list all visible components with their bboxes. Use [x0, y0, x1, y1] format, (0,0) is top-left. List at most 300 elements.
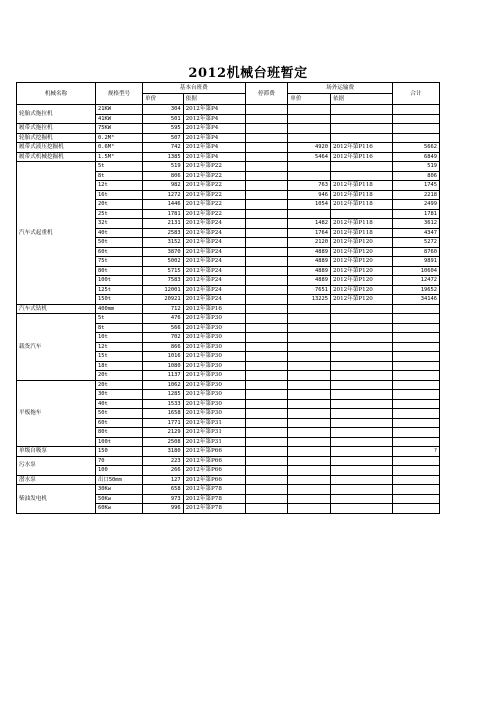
basis-cell: 2012年第P24: [183, 285, 245, 295]
transport-price-cell: [288, 418, 331, 428]
total-cell: [392, 456, 439, 466]
spec-cell: 60Kw: [96, 504, 143, 514]
price-cell: 20921: [143, 295, 184, 305]
price-cell: 1658: [143, 409, 184, 419]
stop-fee-cell: [245, 390, 288, 400]
transport-price-cell: [288, 485, 331, 495]
stop-fee-cell: [245, 342, 288, 352]
basis-cell: 2012年第P22: [183, 209, 245, 219]
total-cell: [392, 494, 439, 504]
basis-cell: 2012年第P4: [183, 152, 245, 162]
price-cell: 1080: [143, 361, 184, 371]
basis-cell: 2012年第P24: [183, 247, 245, 257]
table-row: [17, 314, 440, 324]
price-cell: 3152: [143, 238, 184, 248]
spec-cell: 8t: [96, 323, 143, 333]
price-cell: 1062: [143, 380, 184, 390]
total-cell: 10604: [392, 266, 439, 276]
total-cell: [392, 352, 439, 362]
transport-basis-cell: [330, 133, 392, 143]
transport-basis-cell: [330, 485, 392, 495]
price-cell: 1533: [143, 399, 184, 409]
transport-price-cell: [288, 456, 331, 466]
stop-fee-cell: [245, 247, 288, 257]
total-cell: [392, 380, 439, 390]
stop-fee-cell: [245, 257, 288, 267]
price-cell: 1385: [143, 152, 184, 162]
price-cell: 304: [143, 105, 184, 115]
basis-cell: 2012年第P4: [183, 133, 245, 143]
basis-cell: 2012年第P30: [183, 380, 245, 390]
table-row: [17, 105, 440, 115]
spec-cell: 5t: [96, 314, 143, 324]
spec-cell: 125t: [96, 285, 143, 295]
price-cell: 5715: [143, 266, 184, 276]
spec-cell: 1.5M³: [96, 152, 143, 162]
header-transport-fee: 场外运输费: [288, 83, 393, 94]
transport-price-cell: [288, 466, 331, 476]
transport-basis-cell: 2012年第P118: [330, 200, 392, 210]
total-cell: 8760: [392, 247, 439, 257]
transport-price-cell: [288, 342, 331, 352]
transport-price-cell: 4889: [288, 266, 331, 276]
transport-basis-cell: 2012年第P118: [330, 228, 392, 238]
transport-basis-cell: [330, 399, 392, 409]
stop-fee-cell: [245, 323, 288, 333]
basis-cell: 2012年第P22: [183, 200, 245, 210]
total-cell: [392, 475, 439, 485]
spec-cell: 30Kw: [96, 485, 143, 495]
spec-cell: 41KW: [96, 114, 143, 124]
total-cell: [392, 105, 439, 115]
spec-cell: 25t: [96, 209, 143, 219]
stop-fee-cell: [245, 124, 288, 134]
spec-cell: 15t: [96, 352, 143, 362]
transport-basis-cell: [330, 380, 392, 390]
stop-fee-cell: [245, 200, 288, 210]
table-row: [17, 143, 440, 153]
basis-cell: 2012年第P22: [183, 181, 245, 191]
stop-fee-cell: [245, 456, 288, 466]
transport-price-cell: 13225: [288, 295, 331, 305]
price-cell: 973: [143, 494, 184, 504]
total-cell: [392, 437, 439, 447]
stop-fee-cell: [245, 276, 288, 286]
transport-basis-cell: [330, 105, 392, 115]
transport-price-cell: [288, 209, 331, 219]
stop-fee-cell: [245, 494, 288, 504]
transport-basis-cell: [330, 447, 392, 457]
transport-basis-cell: [330, 504, 392, 514]
stop-fee-cell: [245, 418, 288, 428]
total-cell: 12472: [392, 276, 439, 286]
basis-cell: 2012年第P30: [183, 409, 245, 419]
transport-price-cell: [288, 333, 331, 343]
stop-fee-cell: [245, 447, 288, 457]
stop-fee-cell: [245, 352, 288, 362]
basis-cell: 2012年第P30: [183, 314, 245, 324]
transport-basis-cell: [330, 428, 392, 438]
total-cell: [392, 114, 439, 124]
transport-price-cell: [288, 361, 331, 371]
stop-fee-cell: [245, 304, 288, 314]
transport-basis-cell: [330, 352, 392, 362]
basis-cell: 2012年第P30: [183, 361, 245, 371]
spec-cell: 150: [96, 447, 143, 457]
spec-cell: 50Kw: [96, 494, 143, 504]
header-basis: 依据: [183, 94, 245, 105]
transport-basis-cell: [330, 418, 392, 428]
table-row: [17, 304, 440, 314]
price-cell: 7583: [143, 276, 184, 286]
price-cell: 476: [143, 314, 184, 324]
page-title: 2012机械台班暂定: [188, 66, 308, 81]
price-cell: 12001: [143, 285, 184, 295]
basis-cell: 2012年第P4: [183, 114, 245, 124]
total-cell: 1745: [392, 181, 439, 191]
stop-fee-cell: [245, 295, 288, 305]
total-cell: 3612: [392, 219, 439, 229]
transport-basis-cell: [330, 390, 392, 400]
stop-fee-cell: [245, 190, 288, 200]
price-cell: 982: [143, 181, 184, 191]
stop-fee-cell: [245, 399, 288, 409]
transport-price-cell: 4889: [288, 276, 331, 286]
total-cell: [392, 390, 439, 400]
spec-cell: 75t: [96, 257, 143, 267]
basis-cell: 2012年第P22: [183, 171, 245, 181]
header-spec: 规格型号: [96, 83, 143, 105]
price-cell: 566: [143, 323, 184, 333]
spec-cell: 10t: [96, 333, 143, 343]
transport-price-cell: 1054: [288, 200, 331, 210]
machine-name: 载货汽车: [17, 314, 96, 381]
transport-basis-cell: 2012年第P120: [330, 247, 392, 257]
price-cell: 866: [143, 342, 184, 352]
spec-cell: 20t: [96, 380, 143, 390]
transport-basis-cell: 2012年第P120: [330, 285, 392, 295]
basis-cell: 2012年第P24: [183, 276, 245, 286]
transport-basis-cell: [330, 475, 392, 485]
basis-cell: 2012年第P30: [183, 323, 245, 333]
basis-cell: 2012年第P66: [183, 456, 245, 466]
total-cell: [392, 409, 439, 419]
transport-price-cell: [288, 314, 331, 324]
total-cell: 2499: [392, 200, 439, 210]
transport-price-cell: [288, 447, 331, 457]
machine-name: 潜水泵: [17, 475, 96, 485]
stop-fee-cell: [245, 105, 288, 115]
basis-cell: 2012年第P24: [183, 295, 245, 305]
price-cell: 501: [143, 114, 184, 124]
transport-price-cell: [288, 162, 331, 172]
basis-cell: 2012年第P24: [183, 266, 245, 276]
header-stop-fee: 停滞费: [245, 83, 288, 105]
basis-cell: 2012年第P22: [183, 162, 245, 172]
total-cell: [392, 418, 439, 428]
stop-fee-cell: [245, 371, 288, 381]
basis-cell: 2012年第P30: [183, 390, 245, 400]
stop-fee-cell: [245, 361, 288, 371]
table-row: [17, 162, 440, 172]
total-cell: [392, 466, 439, 476]
table-row: [17, 447, 440, 457]
spec-cell: 8t: [96, 171, 143, 181]
total-cell: [392, 304, 439, 314]
basis-cell: 2012年第P66: [183, 475, 245, 485]
transport-price-cell: 5464: [288, 152, 331, 162]
spec-cell: 150t: [96, 295, 143, 305]
price-cell: 3180: [143, 447, 184, 457]
spec-cell: 0.2M³: [96, 133, 143, 143]
basis-cell: 2012年第P30: [183, 333, 245, 343]
spec-cell: 12t: [96, 181, 143, 191]
transport-basis-cell: [330, 456, 392, 466]
total-cell: [392, 342, 439, 352]
stop-fee-cell: [245, 238, 288, 248]
total-cell: 806: [392, 171, 439, 181]
spec-cell: 32t: [96, 219, 143, 229]
stop-fee-cell: [245, 143, 288, 153]
transport-price-cell: 946: [288, 190, 331, 200]
price-cell: 223: [143, 456, 184, 466]
price-cell: 519: [143, 162, 184, 172]
total-cell: [392, 361, 439, 371]
transport-basis-cell: [330, 494, 392, 504]
stop-fee-cell: [245, 437, 288, 447]
total-cell: [392, 314, 439, 324]
spec-cell: 70: [96, 456, 143, 466]
transport-price-cell: [288, 323, 331, 333]
transport-price-cell: [288, 114, 331, 124]
spec-cell: 0.6M³: [96, 143, 143, 153]
price-cell: 2508: [143, 437, 184, 447]
spec-cell: 100t: [96, 276, 143, 286]
total-cell: 5662: [392, 143, 439, 153]
transport-price-cell: [288, 437, 331, 447]
basis-cell: 2012年第P30: [183, 371, 245, 381]
transport-basis-cell: [330, 162, 392, 172]
total-cell: 9891: [392, 257, 439, 267]
total-cell: 2218: [392, 190, 439, 200]
transport-basis-cell: [330, 323, 392, 333]
price-cell: 658: [143, 485, 184, 495]
stop-fee-cell: [245, 428, 288, 438]
header-base-fee: 基本台班费: [143, 83, 246, 94]
stop-fee-cell: [245, 152, 288, 162]
stop-fee-cell: [245, 171, 288, 181]
price-cell: 1446: [143, 200, 184, 210]
total-cell: [392, 504, 439, 514]
transport-price-cell: [288, 371, 331, 381]
spec-cell: 50t: [96, 238, 143, 248]
spec-cell: 20t: [96, 200, 143, 210]
transport-basis-cell: 2012年第P118: [330, 219, 392, 229]
stop-fee-cell: [245, 314, 288, 324]
machine-name: 轮胎式拖拉机: [17, 105, 96, 124]
basis-cell: 2012年第P24: [183, 238, 245, 248]
transport-price-cell: [288, 428, 331, 438]
spec-cell: 80t: [96, 428, 143, 438]
basis-cell: 2012年第P24: [183, 257, 245, 267]
transport-basis-cell: [330, 304, 392, 314]
basis-cell: 2012年第P31: [183, 418, 245, 428]
transport-price-cell: 2120: [288, 238, 331, 248]
basis-cell: 2012年第P30: [183, 399, 245, 409]
stop-fee-cell: [245, 228, 288, 238]
price-cell: 712: [143, 304, 184, 314]
stop-fee-cell: [245, 209, 288, 219]
spec-cell: 18t: [96, 361, 143, 371]
machine-name: 履带式液压挖掘机: [17, 143, 96, 153]
machine-name: 轮胎式挖掘机: [17, 133, 96, 143]
price-cell: 2129: [143, 428, 184, 438]
basis-cell: 2012年第P31: [183, 428, 245, 438]
total-cell: 519: [392, 162, 439, 172]
transport-price-cell: [288, 409, 331, 419]
total-cell: [392, 323, 439, 333]
basis-cell: 2012年第P24: [183, 219, 245, 229]
transport-basis-cell: [330, 124, 392, 134]
basis-cell: 2012年第P31: [183, 437, 245, 447]
stop-fee-cell: [245, 266, 288, 276]
machine-name: 污水泵: [17, 456, 96, 475]
spec-cell: 60t: [96, 247, 143, 257]
basis-cell: 2012年第P4: [183, 143, 245, 153]
transport-basis-cell: 2012年第P120: [330, 276, 392, 286]
transport-price-cell: 763: [288, 181, 331, 191]
basis-cell: 2012年第P24: [183, 228, 245, 238]
table-row: [17, 152, 440, 162]
spec-cell: 400mm: [96, 304, 143, 314]
price-cell: 1272: [143, 190, 184, 200]
stop-fee-cell: [245, 133, 288, 143]
transport-price-cell: [288, 352, 331, 362]
machine-name: 汽车式起重机: [17, 162, 96, 305]
transport-price-cell: 1482: [288, 219, 331, 229]
header-total: 合计: [392, 83, 439, 105]
total-cell: 34146: [392, 295, 439, 305]
basis-cell: 2012年第P78: [183, 504, 245, 514]
spec-cell: 12t: [96, 342, 143, 352]
stop-fee-cell: [245, 409, 288, 419]
total-cell: [392, 485, 439, 495]
basis-cell: 2012年第P78: [183, 485, 245, 495]
stop-fee-cell: [245, 219, 288, 229]
price-cell: 595: [143, 124, 184, 134]
price-cell: 3870: [143, 247, 184, 257]
basis-cell: 2012年第P4: [183, 105, 245, 115]
transport-price-cell: [288, 494, 331, 504]
transport-price-cell: [288, 105, 331, 115]
total-cell: [392, 333, 439, 343]
stop-fee-cell: [245, 380, 288, 390]
spec-cell: 30t: [96, 390, 143, 400]
spec-cell: 40t: [96, 399, 143, 409]
total-cell: [392, 399, 439, 409]
stop-fee-cell: [245, 466, 288, 476]
transport-price-cell: [288, 380, 331, 390]
transport-price-cell: 1764: [288, 228, 331, 238]
price-cell: 5002: [143, 257, 184, 267]
spec-cell: 60t: [96, 418, 143, 428]
price-cell: 266: [143, 466, 184, 476]
spec-cell: 5t: [96, 162, 143, 172]
basis-cell: 2012年第P78: [183, 494, 245, 504]
stop-fee-cell: [245, 162, 288, 172]
transport-basis-cell: [330, 209, 392, 219]
transport-basis-cell: [330, 114, 392, 124]
transport-price-cell: 7651: [288, 285, 331, 295]
spec-cell: 40t: [96, 228, 143, 238]
stop-fee-cell: [245, 285, 288, 295]
transport-basis-cell: [330, 171, 392, 181]
basis-cell: 2012年第P22: [183, 190, 245, 200]
transport-price-cell: [288, 304, 331, 314]
total-cell: [392, 371, 439, 381]
total-cell: 1781: [392, 209, 439, 219]
transport-price-cell: [288, 390, 331, 400]
transport-basis-cell: 2012年第P120: [330, 266, 392, 276]
spec-cell: 21KW: [96, 105, 143, 115]
price-cell: 1285: [143, 390, 184, 400]
transport-price-cell: [288, 124, 331, 134]
transport-price-cell: [288, 171, 331, 181]
transport-basis-cell: 2012年第P120: [330, 295, 392, 305]
stop-fee-cell: [245, 485, 288, 495]
transport-basis-cell: 2012年第P120: [330, 238, 392, 248]
total-cell: 4347: [392, 228, 439, 238]
machine-name: 单级自吸泵: [17, 447, 96, 457]
transport-basis-cell: [330, 314, 392, 324]
table-row: [17, 380, 440, 390]
price-cell: 127: [143, 475, 184, 485]
table-row: [17, 485, 440, 495]
transport-price-cell: [288, 475, 331, 485]
transport-price-cell: 4889: [288, 247, 331, 257]
transport-basis-cell: [330, 437, 392, 447]
spec-cell: 16t: [96, 190, 143, 200]
price-cell: 702: [143, 333, 184, 343]
price-cell: 806: [143, 171, 184, 181]
transport-price-cell: 4889: [288, 257, 331, 267]
transport-basis-cell: 2012年第P116: [330, 152, 392, 162]
transport-basis-cell: [330, 342, 392, 352]
spec-cell: 100t: [96, 437, 143, 447]
price-cell: 507: [143, 133, 184, 143]
price-cell: 742: [143, 143, 184, 153]
transport-price-cell: 4920: [288, 143, 331, 153]
machine-rate-table: [16, 82, 440, 514]
table-row: [17, 133, 440, 143]
machine-name: 履带式拖拉机: [17, 124, 96, 134]
basis-cell: 2012年第P30: [183, 352, 245, 362]
total-cell: 5272: [392, 238, 439, 248]
total-cell: 19652: [392, 285, 439, 295]
transport-basis-cell: [330, 333, 392, 343]
transport-basis-cell: 2012年第P118: [330, 190, 392, 200]
transport-basis-cell: 2012年第P116: [330, 143, 392, 153]
machine-name: 汽车式钻机: [17, 304, 96, 314]
header-name: 机械名称: [17, 83, 96, 105]
transport-basis-cell: 2012年第P118: [330, 181, 392, 191]
transport-basis-cell: [330, 466, 392, 476]
transport-basis-cell: [330, 409, 392, 419]
spec-cell: 20t: [96, 371, 143, 381]
total-cell: [392, 428, 439, 438]
price-cell: 1771: [143, 418, 184, 428]
table-row: [17, 456, 440, 466]
